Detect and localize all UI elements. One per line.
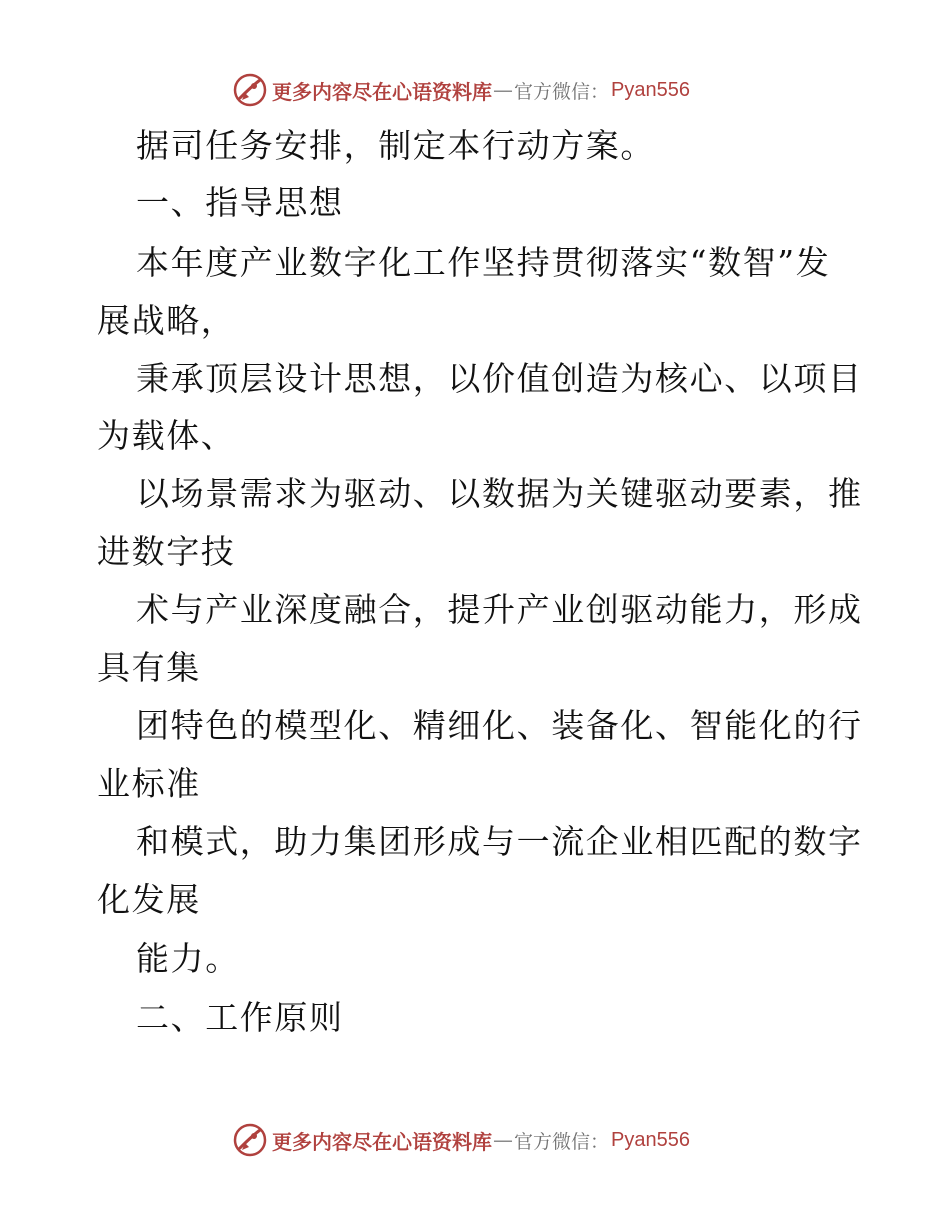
paragraph-line: 业标准 bbox=[97, 764, 201, 803]
paragraph-line: 团特色的模型化、精细化、装备化、智能化的行 bbox=[136, 706, 863, 745]
paragraph-line: 能力。 bbox=[136, 939, 240, 978]
paragraph-line: 展战略， bbox=[97, 301, 236, 340]
paragraph-line: 术与产业深度融合，提升产业创驱动能力，形成 bbox=[136, 590, 863, 629]
paragraph-line: 具有集 bbox=[97, 648, 201, 687]
watermark-id: Pyan556 bbox=[611, 78, 690, 101]
paragraph-line: 为载体、 bbox=[97, 416, 236, 455]
watermark-text: 更多内容尽在心语资料库 bbox=[272, 1129, 492, 1154]
paragraph-line: 本年度产业数字化工作坚持贯彻落实“数智”发 bbox=[136, 243, 831, 282]
paragraph-line: 秉承顶层设计思想，以价值创造为核心、以项目 bbox=[136, 359, 863, 398]
section-heading: 一、指导思想 bbox=[136, 183, 344, 222]
paragraph-line: 据司任务安排，制定本行动方案。 bbox=[136, 126, 655, 165]
pen-logo-icon bbox=[232, 1122, 268, 1158]
paragraph-line: 和模式，助力集团形成与一流企业相匹配的数字 bbox=[136, 822, 863, 861]
watermark-dash: — bbox=[493, 78, 513, 102]
watermark-label: 官方微信： bbox=[514, 1130, 610, 1153]
watermark-dash: — bbox=[493, 1128, 513, 1152]
paragraph-line: 化发展 bbox=[97, 880, 201, 919]
watermark-label: 官方微信： bbox=[514, 80, 610, 103]
paragraph-line: 进数字技 bbox=[97, 532, 236, 571]
watermark-text: 更多内容尽在心语资料库 bbox=[272, 79, 492, 104]
footer-watermark bbox=[232, 1122, 690, 1158]
paragraph-line: 以场景需求为驱动、以数据为关键驱动要素，推 bbox=[136, 474, 863, 513]
pen-logo-icon bbox=[232, 72, 268, 108]
section-heading: 二、工作原则 bbox=[136, 998, 344, 1037]
header-watermark bbox=[232, 72, 690, 108]
watermark-id: Pyan556 bbox=[611, 1128, 690, 1151]
